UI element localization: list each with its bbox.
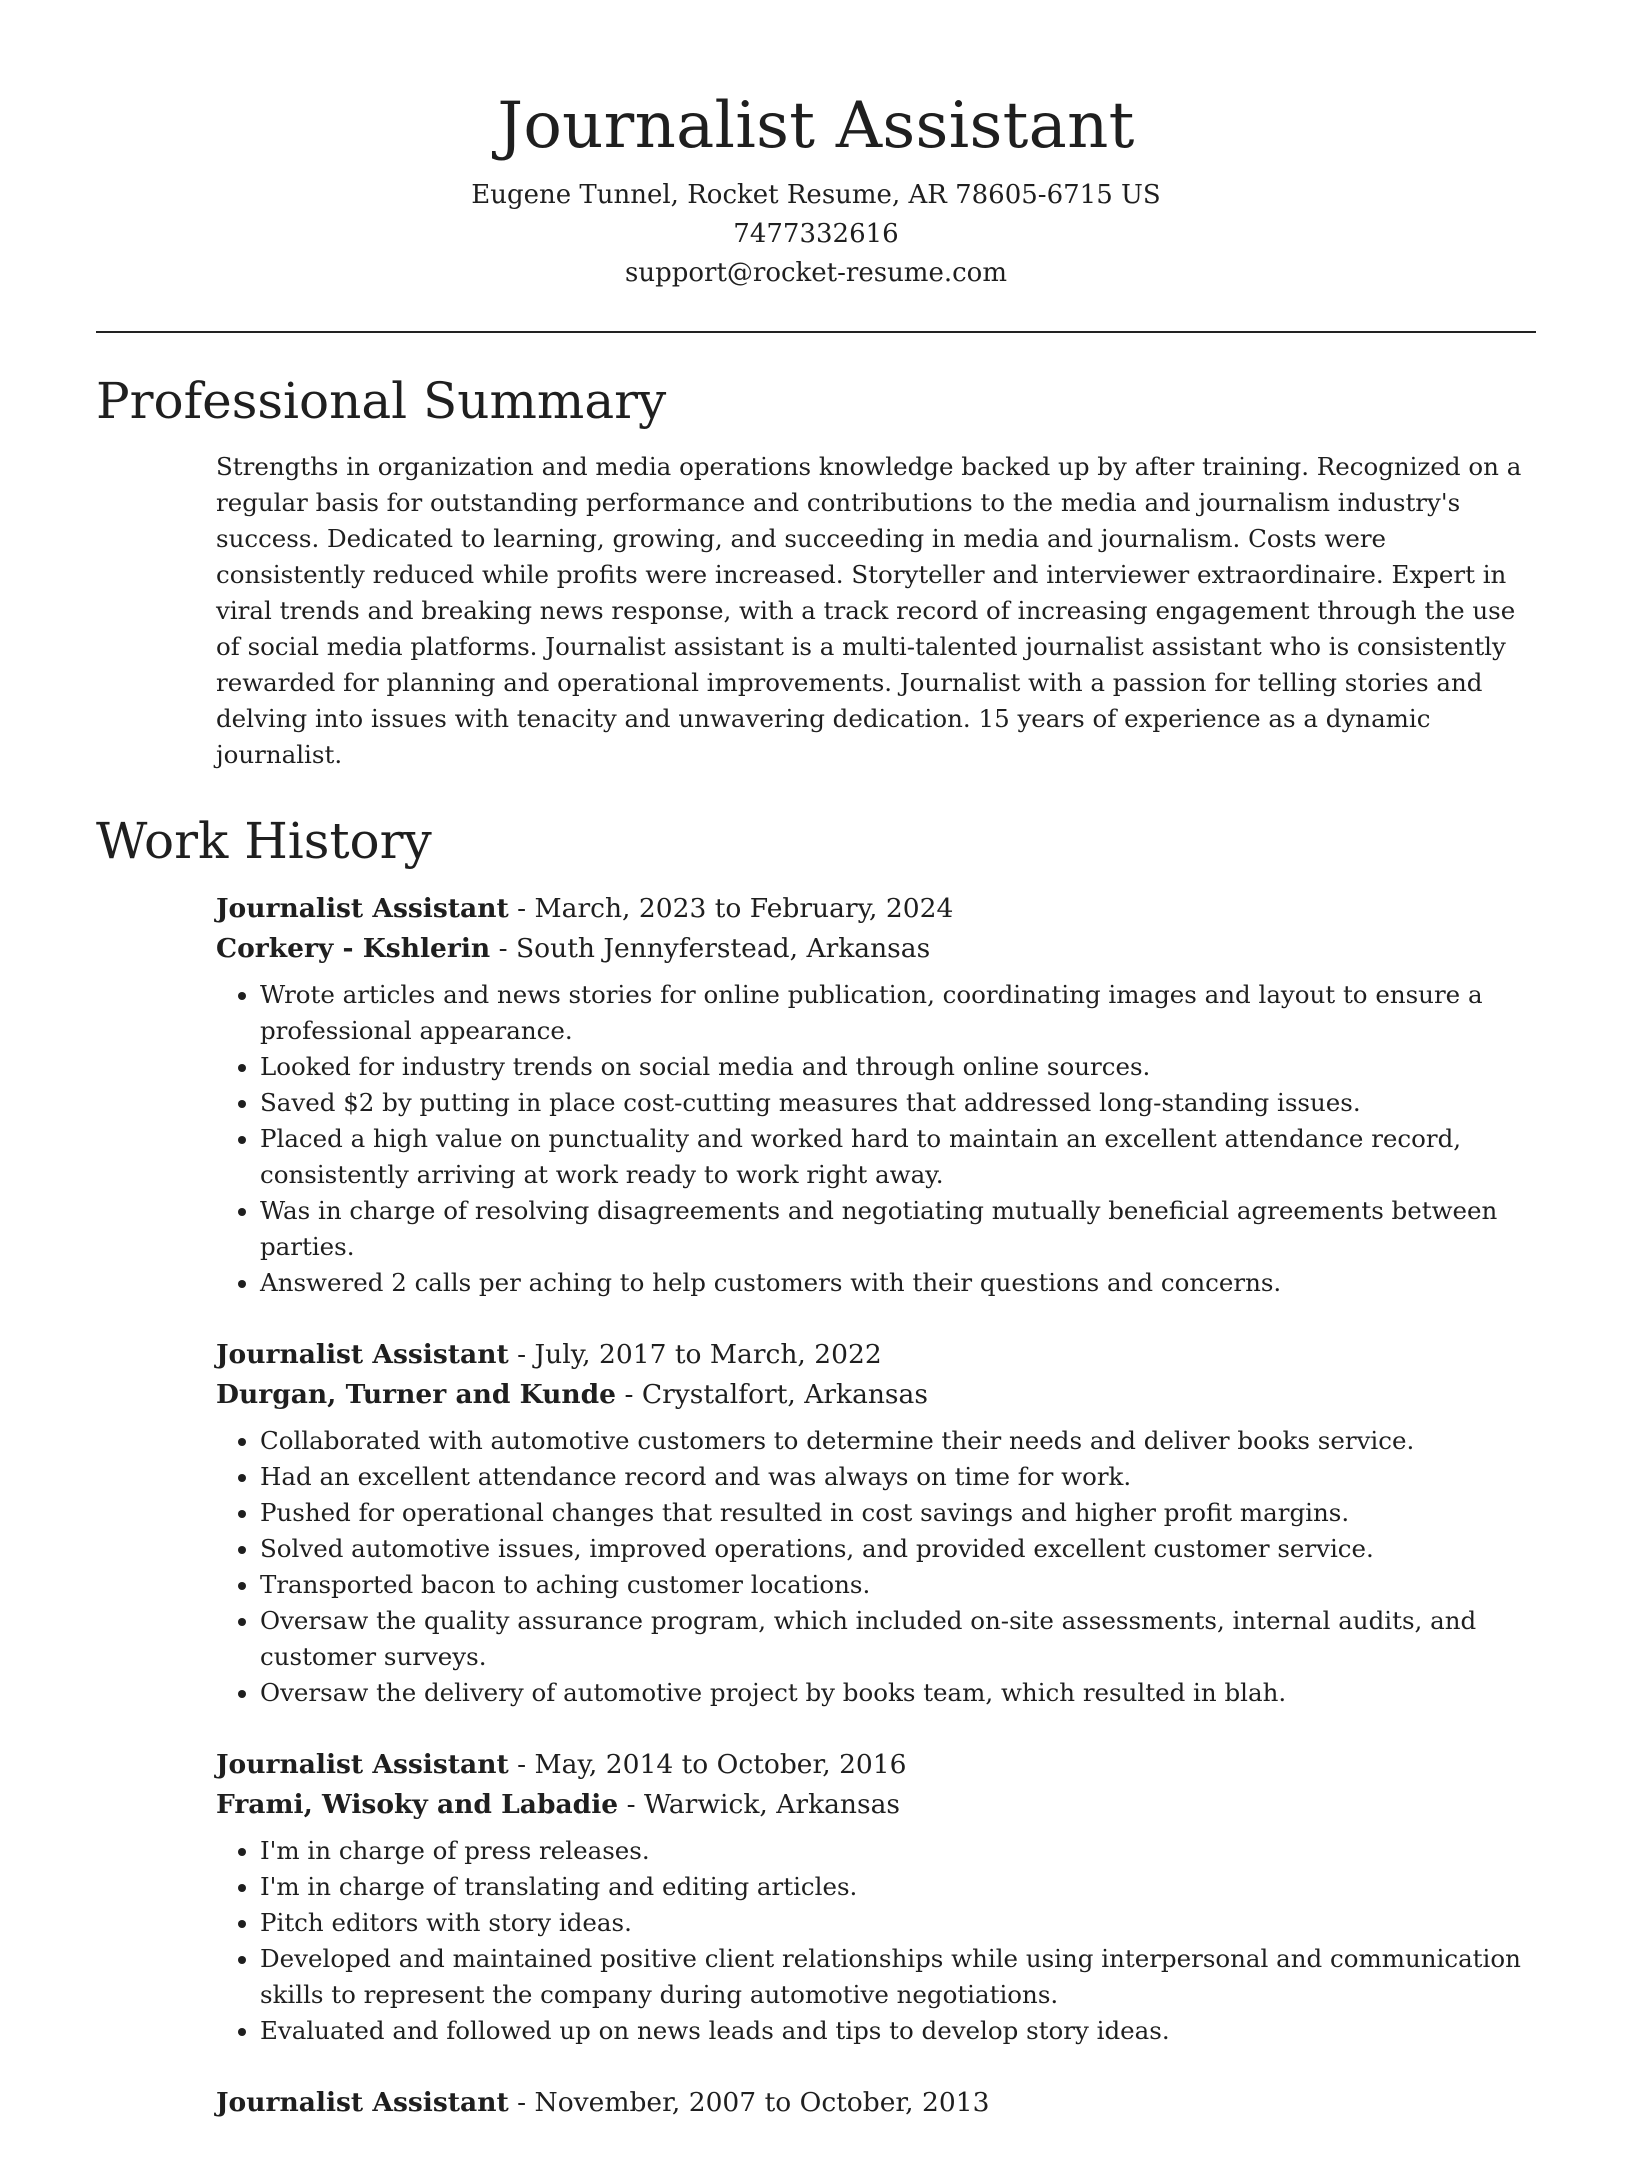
job-role: Journalist Assistant: [216, 1749, 509, 1780]
job-bullet: • Collaborated with automotive customers to determine their needs and deliver books service.: [260, 1423, 1536, 1459]
job-entry: [216, 1745, 1536, 2049]
summary-section: [96, 371, 1536, 773]
job-separator: -: [508, 1749, 535, 1780]
job-separator: -: [490, 933, 517, 964]
work-history-section: [96, 811, 1536, 2123]
job-bullet: • I'm in charge of translating and editing articles.: [260, 1869, 1536, 1905]
job-company-line: [216, 1375, 1536, 1415]
job-location: Warwick, Arkansas: [643, 1789, 900, 1820]
job-dates: March, 2023 to February, 2024: [534, 893, 954, 924]
job-title-line: [216, 1745, 1536, 1785]
job-dates: May, 2014 to October, 2016: [534, 1749, 907, 1780]
job-separator: -: [618, 1789, 644, 1820]
job-bullet: • Placed a high value on punctuality and worked hard to maintain an excellent attendance record, consistently arriving at work ready to work right away.: [260, 1121, 1536, 1193]
job-bullet: • Wrote articles and news stories for online publication, coordinating images and layout to ensure a professional appearance.: [260, 977, 1536, 1049]
job-bullet: • Had an excellent attendance record and was always on time for work.: [260, 1459, 1536, 1495]
job-bullet: • Transported bacon to aching customer locations.: [260, 1567, 1536, 1603]
job-dates: November, 2007 to October, 2013: [534, 2087, 990, 2118]
job-separator: -: [508, 893, 535, 924]
job-separator: -: [508, 1339, 535, 1370]
job-bullet: • Pushed for operational changes that resulted in cost savings and higher profit margins.: [260, 1495, 1536, 1531]
job-bullet: • Answered 2 calls per aching to help customers with their questions and concerns.: [260, 1265, 1536, 1301]
job-dates: July, 2017 to March, 2022: [534, 1339, 882, 1370]
job-role: Journalist Assistant: [216, 893, 509, 924]
job-bullet: • Pitch editors with story ideas.: [260, 1905, 1536, 1941]
job-entry: [216, 1335, 1536, 1711]
work-history-title: Work History: [96, 812, 432, 870]
job-bullets: [216, 977, 1536, 1301]
job-bullet: • Saved $2 by putting in place cost-cutting measures that addressed long-standing issues.: [260, 1085, 1536, 1121]
job-company: Corkery - Kshlerin: [216, 933, 491, 964]
job-bullet: • Looked for industry trends on social media and through online sources.: [260, 1049, 1536, 1085]
job-title-line: [216, 1335, 1536, 1375]
job-company: Durgan, Turner and Kunde: [216, 1379, 617, 1410]
job-entry: [216, 2083, 1536, 2123]
job-company-line: [216, 929, 1536, 969]
summary-title: Professional Summary: [96, 372, 667, 430]
contact-block: [96, 176, 1536, 293]
job-bullet: • Oversaw the quality assurance program, which included on-site assessments, internal audits, and customer surveys.: [260, 1603, 1536, 1675]
resume-page: [96, 0, 1536, 2157]
job-entry: [216, 889, 1536, 1301]
job-company: Frami, Wisoky and Labadie: [216, 1789, 619, 1820]
job-bullets: [216, 1833, 1536, 2049]
job-role: Journalist Assistant: [216, 1339, 509, 1370]
job-title-line: [216, 2083, 1536, 2123]
job-bullet: • Solved automotive issues, improved operations, and provided excellent customer service.: [260, 1531, 1536, 1567]
job-separator: -: [616, 1379, 642, 1410]
job-title-line: [216, 889, 1536, 929]
job-location: South Jennyferstead, Arkansas: [516, 933, 931, 964]
header-divider: [96, 331, 1536, 333]
contact-address: Eugene Tunnel, Rocket Resume, AR 78605-6715 US: [471, 180, 1161, 210]
job-bullet: • Was in charge of resolving disagreements and negotiating mutually beneficial agreements between parties.: [260, 1193, 1536, 1265]
work-history-body: [216, 889, 1536, 2123]
contact-email: support@rocket-resume.com: [624, 258, 1007, 288]
summary-body: [216, 449, 1536, 773]
job-location: Crystalfort, Arkansas: [641, 1379, 928, 1410]
summary-text: Strengths in organization and media operations knowledge backed up by after training. Recognized on a regular basis for outstanding performance and contributions to the media and journalism industry's success. Dedicated to learning, growing, and succeeding in media and journalism. Costs were consistently reduced while profits were increased. Storyteller and interviewer extraordinaire. Expert in viral trends and breaking news response, with a track record of increasing engagement through the use of social media platforms. Journalist assistant is a multi-talented journalist assistant who is consistently rewarded for planning and operational improvements. Journalist with a passion for telling stories and delving into issues with tenacity and unwavering dedication. 15 years of experience as a dynamic journalist.: [216, 452, 1522, 769]
job-role: Journalist Assistant: [216, 2087, 509, 2118]
job-bullets: [216, 1423, 1536, 1711]
job-bullet: • Evaluated and followed up on news leads and tips to develop story ideas.: [260, 2013, 1536, 2049]
job-bullet: • Developed and maintained positive client relationships while using interpersonal and communication skills to represent the company during automotive negotiations.: [260, 1941, 1536, 2013]
job-separator: -: [508, 2087, 535, 2118]
contact-phone: 7477332616: [733, 219, 899, 249]
job-company-line: [216, 1785, 1536, 1825]
job-bullet: • I'm in charge of press releases.: [260, 1833, 1536, 1869]
resume-name: Journalist Assistant: [497, 89, 1135, 163]
resume-header: [96, 0, 1536, 293]
job-bullet: • Oversaw the delivery of automotive project by books team, which resulted in blah.: [260, 1675, 1536, 1711]
